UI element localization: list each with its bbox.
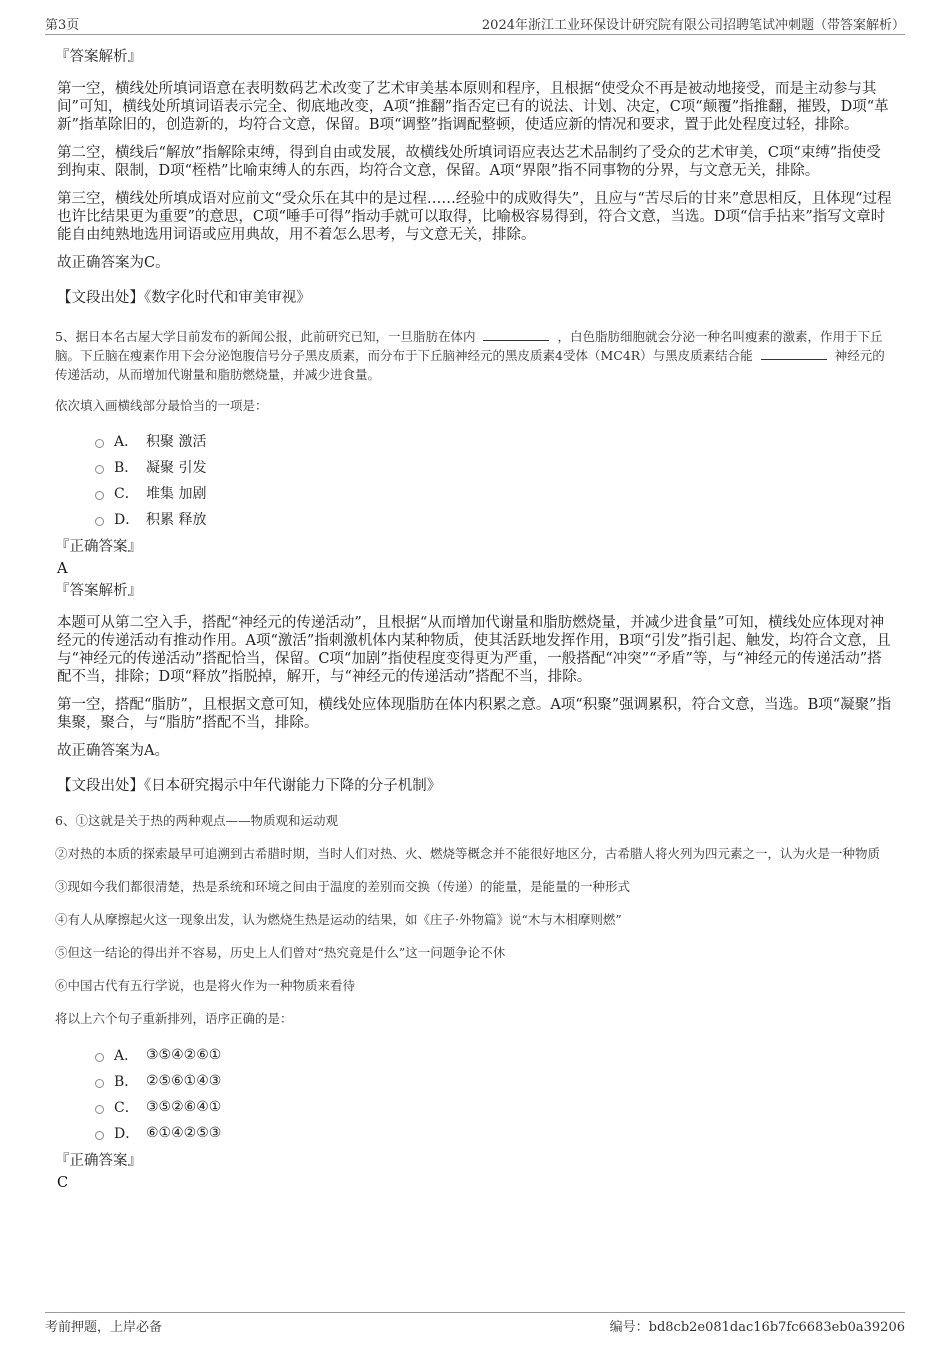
correct-answer: C [57,1175,69,1191]
option-b[interactable]: B． ②⑤⑥①④③ [95,1068,895,1094]
question-6-prompt: 将以上六个句子重新排列，语序正确的是： [55,1011,293,1026]
fill-blank [761,347,827,360]
page-footer [45,1312,905,1335]
page-content [55,46,895,1192]
option-d[interactable]: D． ⑥①④②⑤③ [95,1120,895,1146]
radio-icon[interactable] [95,1053,104,1062]
question-6-sentence: ②对热的本质的探索最早可追溯到古希腊时期，当时人们对热、火、燃烧等概念并不能很好地区分，古希腊人将火列为四元素之一，认为火是一种物质 [55,846,881,861]
question-6-sentence: ⑥中国古代有五行学说，也是将火作为一种物质来看待 [55,978,356,993]
correct-answer: A [57,561,68,577]
option-b[interactable]: B． 凝聚 引发 [95,454,895,480]
source-citation: 【文段出处】《日本研究揭示中年代谢能力下降的分子机制》 [57,778,442,794]
question-5-prompt: 依次填入画横线部分最恰当的一项是： [55,398,268,413]
question-5-options [95,428,895,532]
answer-summary: 故正确答案为A。 [57,743,169,759]
radio-icon[interactable] [95,517,104,526]
document-title: 2024年浙江工业环保设计研究院有限公司招聘笔试冲刺题（带答案解析） [481,18,905,33]
option-a[interactable]: A． 积聚 激活 [95,428,895,454]
radio-icon[interactable] [95,1079,104,1088]
footer-slogan: 考前押题，上岸必备 [45,1320,163,1335]
correct-answer-label: 『正确答案』 [55,1153,142,1169]
answer-summary: 故正确答案为C。 [57,255,170,271]
page-header [45,14,905,35]
analysis-paragraph: 第三空，横线处所填成语对应前文“受众乐在其中的是过程……经验中的成败得失”，且应与“苦尽后的甘来”意思相反，且体现“过程也许比结果更为重要”的意思，C项“唾手可得”指动手就可以取得，比喻极容易得到，符合文意，当选。D项“信手拈来”指写文章时能自由纯熟地选用词语或应用典故，用不着怎么思考，与文意无关，排除。 [57,191,892,243]
fill-blank [483,328,549,341]
radio-icon[interactable] [95,439,104,448]
option-c[interactable]: C． 堆集 加剧 [95,480,895,506]
option-a[interactable]: A． ③⑤④②⑥① [95,1042,895,1068]
question-5-stem: 5、据日本名古屋大学日前发布的新闻公报，此前研究已知，一旦脂肪在体内 ，白色脂肪细胞就会分泌一种名叫瘦素的激素，作用于下丘脑。下丘脑在瘦素作用下会分泌饱腹信号分子黑皮质素，而分布于下丘脑神经元的黑皮质素4受体（MC4R）与黑皮质素结合能 神经元的传递活动，从而增加代谢量和脂肪燃烧量，并减少进食量。 [55,329,885,382]
radio-icon[interactable] [95,1105,104,1114]
question-6-sentence: 6、①这就是关于热的两种观点——物质观和运动观 [55,813,338,828]
analysis-label: 『答案解析』 [55,583,142,599]
page-number: 第3页 [45,18,80,33]
radio-icon[interactable] [95,491,104,500]
question-6-sentence: ④有人从摩擦起火这一现象出发，认为燃烧生热是运动的结果，如《庄子·外物篇》说“木与木相摩则燃” [55,912,622,927]
option-c[interactable]: C． ③⑤②⑥④① [95,1094,895,1120]
analysis-paragraph: 本题可从第二空入手，搭配“神经元的传递活动”，且根据“从而增加代谢量和脂肪燃烧量，并减少进食量”可知，横线处应体现对神经元的传递活动有推动作用。A项“激活”指刺激机体内某种物质，使其活跃地发挥作用，B项“引发”指引起、触发，均符合文意，且与“神经元的传递活动”搭配恰当，保留。C项“加剧”指使程度变得更为严重，一般搭配“冲突”“矛盾”等，与“神经元的传递活动”搭配不当，排除；D项“释放”指脱掉，解开，与“神经元的传递活动”搭配不当，排除。 [57,615,891,685]
source-citation: 【文段出处】《数字化时代和审美审视》 [57,290,311,306]
correct-answer-label: 『正确答案』 [55,539,142,555]
analysis-paragraph: 第二空，横线后“解放”指解除束缚，得到自由或发展，故横线处所填词语应表达艺术品制约了受众的艺术审美，C项“束缚”指使受到拘束、限制，D项“桎梏”比喻束缚人的东西，均符合文意，保留。A项“界限”指不同事物的分界，与文意无关，排除。 [57,145,881,179]
analysis-label: 『答案解析』 [55,49,142,65]
document-id: 编号：bd8cb2e081dac16b7fc6683eb0a39206 [609,1320,905,1335]
option-d[interactable]: D． 积累 释放 [95,506,895,532]
radio-icon[interactable] [95,1131,104,1140]
radio-icon[interactable] [95,465,104,474]
analysis-paragraph: 第一空，搭配“脂肪”，且根据文意可知，横线处应体现脂肪在体内积累之意。A项“积聚”强调累积，符合文意，当选。B项“凝聚”指集聚，聚合，与“脂肪”搭配不当，排除。 [57,697,892,731]
question-6-options [95,1042,895,1146]
analysis-paragraph: 第一空，横线处所填词语意在表明数码艺术改变了艺术审美基本原则和程序，且根据“使受众不再是被动地接受，而是主动参与其间”可知，横线处所填词语表示完全、彻底地改变，A项“推翻”指否定已有的说法、计划、决定，C项“颠覆”指推翻，摧毁，D项“革新”指革除旧的，创造新的，均符合文意，保留。B项“调整”指调配整顿，使适应新的情况和要求，置于此处程度过轻，排除。 [57,81,889,133]
question-6-sentence: ③现如今我们都很清楚，热是系统和环境之间由于温度的差别而交换（传递）的能量，是能量的一种形式 [55,879,631,894]
question-6-sentence: ⑤但这一结论的得出并不容易，历史上人们曾对“热究竟是什么”这一问题争论不休 [55,945,506,960]
